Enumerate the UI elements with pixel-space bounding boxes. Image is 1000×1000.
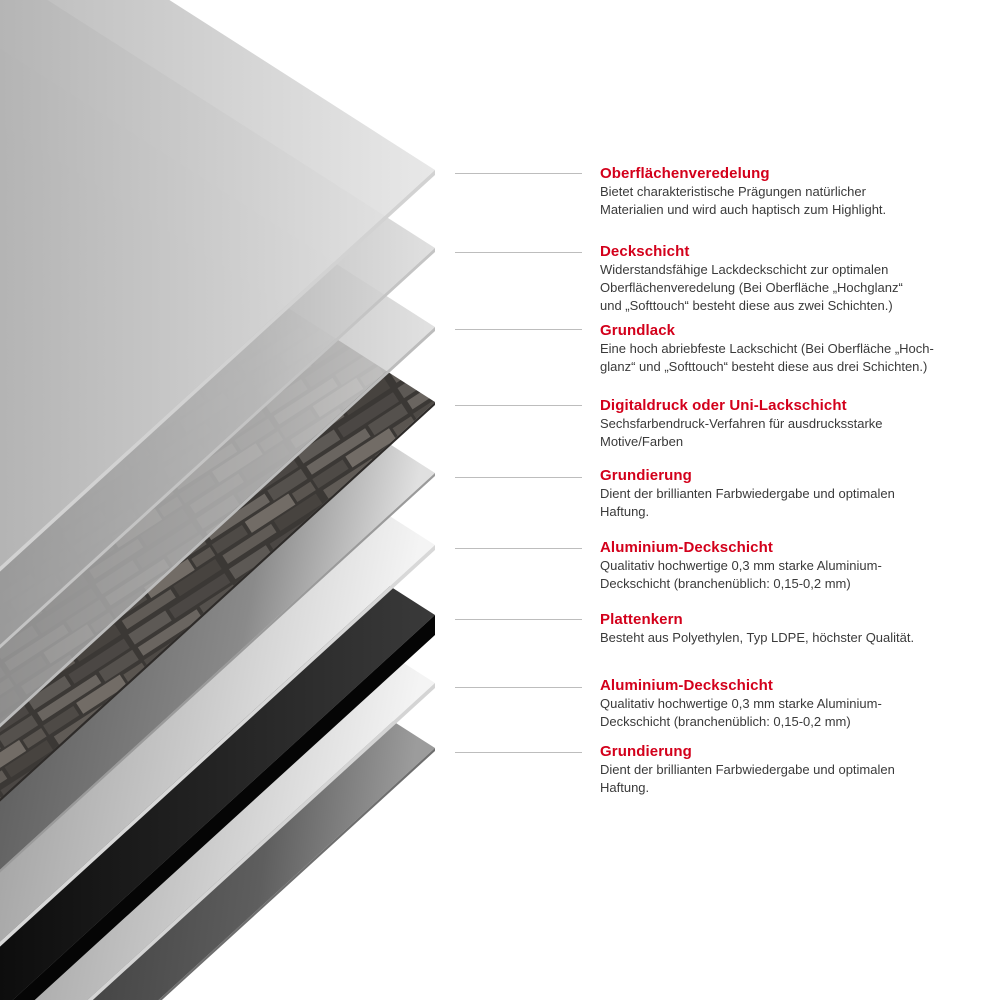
leader-line-oberflaechenveredelung [455, 173, 582, 174]
layer-description-line: Dient der brillianten Farbwiedergabe und optimalen [600, 762, 895, 777]
layer-description-line: Bietet charakteristische Prägungen natürlicher [600, 184, 866, 199]
layer-title: Plattenkern [600, 611, 683, 628]
layer-description-line: und „Softtouch“ besteht diese aus zwei Schichten.) [600, 298, 893, 313]
leader-line-grundierung-top [455, 477, 582, 478]
layer-title: Grundierung [600, 743, 692, 760]
layer-description-line: Motive/Farben [600, 434, 684, 449]
layer-description-line: Materialien und wird auch haptisch zum Highlight. [600, 202, 887, 217]
layer-description-line: Deckschicht (branchenüblich: 0,15-0,2 mm) [600, 714, 851, 729]
layer-description-line: Dient der brillianten Farbwiedergabe und optimalen [600, 486, 895, 501]
leader-line-aluminium-deckschicht-bottom [455, 687, 582, 688]
layer-label-oberflaechenveredelung [600, 165, 980, 219]
layer-title: Oberflächenveredelung [600, 165, 770, 182]
layer-label-grundlack [600, 322, 980, 376]
layer-description-line: Qualitativ hochwertige 0,3 mm starke Aluminium- [600, 696, 882, 711]
layer-title: Grundlack [600, 322, 676, 339]
layer-label-grundierung-top [600, 467, 980, 521]
layer-label-deckschicht [600, 243, 980, 315]
layer-title: Digitaldruck oder Uni-Lackschicht [600, 397, 847, 414]
layer-description-line: Widerstandsfähige Lackdeckschicht zur optimalen [600, 262, 889, 277]
leader-line-plattenkern [455, 619, 582, 620]
layer-title: Grundierung [600, 467, 692, 484]
layer-description-line: Besteht aus Polyethylen, Typ LDPE, höchster Qualität. [600, 630, 915, 645]
leader-line-deckschicht [455, 252, 582, 253]
layer-label-aluminium-deckschicht-bottom [600, 677, 980, 731]
layer-description-line: Oberflächenveredelung (Bei Oberfläche „Hochglanz“ [600, 280, 903, 295]
layer-description-line: glanz“ und „Softtouch“ besteht diese aus drei Schichten.) [600, 359, 928, 374]
leader-line-digitaldruck [455, 405, 582, 406]
layer-description-line: Deckschicht (branchenüblich: 0,15-0,2 mm) [600, 576, 851, 591]
layer-label-plattenkern [600, 611, 980, 647]
layer-description-line: Haftung. [600, 780, 650, 795]
layer-description-line: Haftung. [600, 504, 650, 519]
leader-line-aluminium-deckschicht-top [455, 548, 582, 549]
layer-description-line: Sechsfarbendruck-Verfahren für ausdrucksstarke [600, 416, 883, 431]
layer-label-digitaldruck [600, 397, 980, 451]
layer-title: Aluminium-Deckschicht [600, 539, 773, 556]
leader-line-grundierung-bottom [455, 752, 582, 753]
layer-title: Deckschicht [600, 243, 690, 260]
layer-description-line: Eine hoch abriebfeste Lackschicht (Bei Oberfläche „Hoch- [600, 341, 934, 356]
layer-label-aluminium-deckschicht-top [600, 539, 980, 593]
layer-title: Aluminium-Deckschicht [600, 677, 773, 694]
leader-line-grundlack [455, 329, 582, 330]
layer-description-line: Qualitativ hochwertige 0,3 mm starke Aluminium- [600, 558, 882, 573]
layer-label-grundierung-bottom [600, 743, 980, 797]
